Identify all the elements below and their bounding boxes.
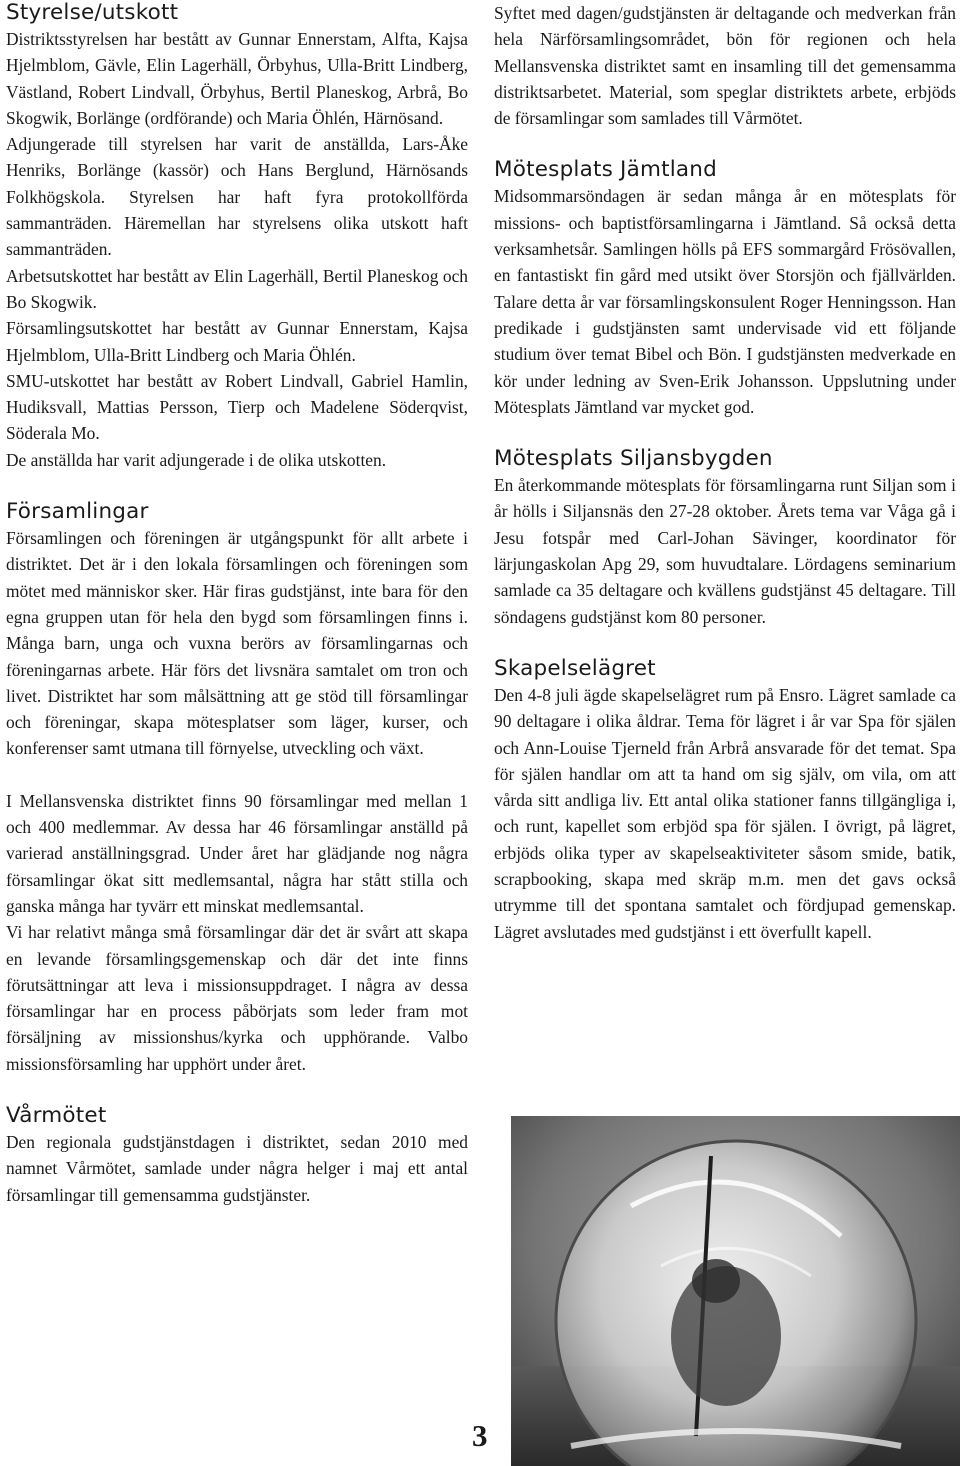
heading-styrelse: Styrelse/utskott — [6, 0, 179, 25]
paragraph: Vi har relativt många små församlingar där det är svårt att skapa en levande församlingsgemenskap och där det inte finns förutsättningar att leva i missionsuppdraget. I några av dessa församlingar har en process påbörjats som leder fram mot försäljning av missionshus/kyrka och upphörande. Valbo missionsförsamling har upphört under året. — [6, 922, 468, 1074]
paragraph: Arbetsutskottet har bestått av Elin Lagerhäll, Bertil Planeskog och Bo Skogwik. — [6, 265, 468, 312]
section-forsamlingar — [6, 499, 468, 1077]
paragraph: Den 4-8 juli ägde skapelselägret rum på Ensro. Lägret samlade ca 90 deltagare i olika åldrar. Tema för lägret i år var Spa för själen och Ann-Louise Tjerneld från Arbrå ansvarade för det temat. Spa för själen handlar om att ta hand om sig själv, om vila, om att vårda sitt andliga liv. Ett antal olika stationer fanns tillgängliga i, och runt, kapellet som erbjöd spa för själen. I övrigt, på lägret, erbjöds olika typer av skapelseaktiviteter såsom smide, batik, scrapbooking, skapa med skräp m.m. men det gavs också utrymme till det spontana samtalet och fördjupad gemenskap. Lägret avslutades med gudstjänst i ett överfullt kapell. — [494, 684, 956, 942]
paragraph: SMU-utskottet har bestått av Robert Lindvall, Gabriel Hamlin, Hudiksvall, Mattias Persson, Tierp och Madelene Söderqvist, Söderala Mo. — [6, 370, 468, 444]
paragraph: Distriktsstyrelsen har bestått av Gunnar Ennerstam, Alfta, Kajsa Hjelmblom, Gävle, Elin Lagerhäll, Örbyhus, Ulla-Britt Lindberg, Västland, Robert Lindvall, Örbyhus, Bertil Planeskog, Arbrå, Bo Skogwik, Borlänge (ordförande) och Maria Öhlén, Härnösand. — [6, 29, 468, 128]
section-siljansbygden — [494, 446, 956, 630]
section-varmotet — [6, 1103, 468, 1208]
paragraph: Adjungerade till styrelsen har varit de anställda, Lars-Åke Henriks, Borlänge (kassör) och Hans Berglund, Härnösands Folkhögskola. Styrelsen har haft fyra protokollförda sammanträden. Häremellan har styrelsens olika utskott haft sammanträden. — [6, 134, 468, 260]
section-intro — [494, 0, 956, 131]
page-number: 3 — [472, 1418, 488, 1453]
heading-jamtland: Mötesplats Jämtland — [494, 157, 717, 183]
paragraph: Den regionala gudstjänstdagen i distriktet, sedan 2010 med namnet Vårmötet, samlade under några helger i maj ett antal församlingar till gemensamma gudstjänster. — [6, 1131, 468, 1205]
paragraph: Församlingsutskottet har bestått av Gunnar Ennerstam, Kajsa Hjelmblom, Ulla-Britt Lindberg och Maria Öhlén. — [6, 318, 468, 365]
heading-varmotet: Vårmötet — [6, 1102, 107, 1128]
paragraph: Församlingen och föreningen är utgångspunkt för allt arbete i distriktet. Det är i den lokala församlingen och föreningen som mötet med människor sker. Här firas gudstjänst, inte bara för den egna gruppen utan för hela den bygd som församlingen finns i. Många barn, unga och vuxna berörs av församlingarnas och föreningarnas arbete. Här förs det livsnära samtalet om tron och livet. Distriktet har som målsättning att ge stöd till församlingar och föreningar, skapa mötesplatser som läger, kurser, och konferenser samt utmana till förnyelse, utveckling och växt. — [6, 528, 468, 759]
heading-forsamlingar: Församlingar — [6, 499, 149, 525]
right-column — [494, 0, 956, 945]
section-jamtland — [494, 157, 956, 420]
heading-siljansbygden: Mötesplats Siljansbygden — [494, 446, 773, 472]
paragraph: En återkommande mötesplats för församlingarna runt Siljan som i år hölls i Siljansnäs den 27-28 oktober. Årets tema var Våga gå i Jesu fotspår med Carl-Johan Sävinger, koordinator för lärjungaskolan Apg 29, som huvudtalare. Lördagens seminarium samlade ca 35 deltagare och kvällens gudstjänst 45 deltagare. Till söndagens gudstjänst kom 80 personer. — [494, 475, 956, 627]
left-column — [6, 0, 468, 1208]
paragraph: I Mellansvenska distriktet finns 90 församlingar med mellan 1 och 400 medlemmar. Av dessa har 46 församlingar anställd på varierad anställningsgrad. Under året har glädjande nog några församlingar ökat sitt medlemsantal, några har stått stilla och ganska många har tyvärr ett minskat medlemsantal. — [6, 790, 468, 916]
section-skapelselagret — [494, 656, 956, 945]
photo-water-ball — [511, 1116, 960, 1466]
paragraph: Syftet med dagen/gudstjänsten är deltagande och medverkan från hela Närförsamlingsområdet, bön för regionen och hela Mellansvenska distriktet samt en insamling till det gemensamma distriktsarbetet. Material, som speglar distriktets arbete, erbjöds de församlingar som samlades till Vårmötet. — [494, 3, 956, 129]
paragraph: De anställda har varit adjungerade i de olika utskotten. — [6, 449, 387, 470]
section-styrelse — [6, 0, 468, 473]
photo-water-ball-illustration — [511, 1116, 960, 1466]
heading-skapelselagret: Skapelselägret — [494, 655, 656, 681]
paragraph: Midsommarsöndagen är sedan många år en mötesplats för missions- och baptistförsamlingarna i Jämtland. Så också detta verksamhetsår. Samlingen hölls på EFS sommargård Frösövallen, en fantastiskt fin gård med utsikt över Storsjön och fjällvärlden. Talare detta år var församlingskonsulent Roger Henningsson. Han predikade i gudstjänsten samt undervisade vid ett följande studium över temat Bibel och Bön. I gudstjänsten medverkade en kör under ledning av Sven-Erik Johansson. Uppslutning under Mötesplats Jämtland var mycket god. — [494, 186, 956, 417]
